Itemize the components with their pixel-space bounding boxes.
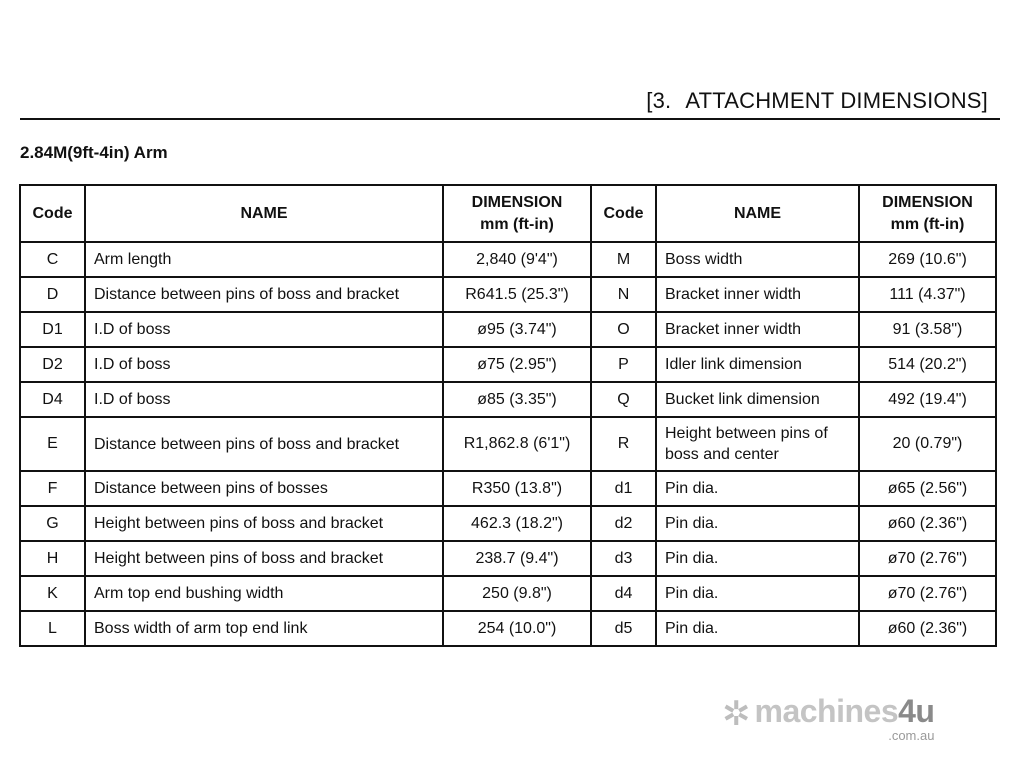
header-name-right: NAME xyxy=(656,185,859,242)
right-dimension-cell: 269 (10.6") xyxy=(859,242,996,277)
header-dimension-right xyxy=(859,185,996,242)
table-row xyxy=(20,417,996,471)
snowflake-star-icon: ✲ xyxy=(722,695,751,733)
left-name-cell: I.D of boss xyxy=(85,312,443,347)
watermark-words xyxy=(755,694,935,744)
header-dimension-unit: mm (ft-in) xyxy=(890,215,965,233)
machines4u-watermark xyxy=(722,694,934,750)
header-code-right: Code xyxy=(591,185,656,242)
left-dimension-cell: ø85 (3.35") xyxy=(443,382,591,417)
dimensions-table xyxy=(19,184,997,647)
right-name-cell: Pin dia. xyxy=(656,541,859,576)
left-dimension-cell: 2,840 (9'4") xyxy=(443,242,591,277)
watermark-brand xyxy=(755,694,935,728)
right-name-cell: Pin dia. xyxy=(656,576,859,611)
left-code-cell: D xyxy=(20,277,85,312)
left-dimension-cell: R350 (13.8") xyxy=(443,471,591,506)
header-dimension-left xyxy=(443,185,591,242)
left-dimension-cell: 462.3 (18.2") xyxy=(443,506,591,541)
section-title xyxy=(646,88,988,114)
table-body xyxy=(20,242,996,646)
table-row xyxy=(20,347,996,382)
right-name-cell: Pin dia. xyxy=(656,611,859,646)
right-code-cell: N xyxy=(591,277,656,312)
right-name-cell: Height between pins of boss and center xyxy=(656,417,859,471)
left-dimension-cell: 254 (10.0") xyxy=(443,611,591,646)
header-code-left: Code xyxy=(20,185,85,242)
table-row xyxy=(20,576,996,611)
header-dimension-unit: mm (ft-in) xyxy=(480,215,554,233)
left-dimension-cell: 238.7 (9.4") xyxy=(443,541,591,576)
left-code-cell: F xyxy=(20,471,85,506)
left-code-cell: D4 xyxy=(20,382,85,417)
left-name-cell: Distance between pins of boss and bracket xyxy=(85,417,443,471)
right-name-cell: Bracket inner width xyxy=(656,277,859,312)
right-dimension-cell: ø70 (2.76") xyxy=(859,541,996,576)
right-name-cell: Idler link dimension xyxy=(656,347,859,382)
header-dimension-label: DIMENSION xyxy=(882,193,973,211)
right-code-cell: d2 xyxy=(591,506,656,541)
right-name-cell: Bucket link dimension xyxy=(656,382,859,417)
left-dimension-cell: R641.5 (25.3") xyxy=(443,277,591,312)
right-name-cell: Pin dia. xyxy=(656,506,859,541)
left-code-cell: D2 xyxy=(20,347,85,382)
right-code-cell: Q xyxy=(591,382,656,417)
right-dimension-cell: ø65 (2.56") xyxy=(859,471,996,506)
table-row xyxy=(20,506,996,541)
left-name-cell: Arm length xyxy=(85,242,443,277)
right-code-cell: d5 xyxy=(591,611,656,646)
table-row xyxy=(20,277,996,312)
left-dimension-cell: ø75 (2.95") xyxy=(443,347,591,382)
section-title-text: ATTACHMENT DIMENSIONS] xyxy=(685,88,988,113)
table-header-row xyxy=(20,185,996,242)
left-dimension-cell: ø95 (3.74") xyxy=(443,312,591,347)
right-code-cell: d3 xyxy=(591,541,656,576)
table-row xyxy=(20,611,996,646)
left-name-cell: I.D of boss xyxy=(85,347,443,382)
right-dimension-cell: ø60 (2.36") xyxy=(859,611,996,646)
right-dimension-cell: 91 (3.58") xyxy=(859,312,996,347)
left-dimension-cell: 250 (9.8") xyxy=(443,576,591,611)
left-code-cell: H xyxy=(20,541,85,576)
left-name-cell: Height between pins of boss and bracket xyxy=(85,541,443,576)
right-name-cell: Pin dia. xyxy=(656,471,859,506)
left-name-cell: Distance between pins of bosses xyxy=(85,471,443,506)
right-code-cell: P xyxy=(591,347,656,382)
right-dimension-cell: ø60 (2.36") xyxy=(859,506,996,541)
table-row xyxy=(20,541,996,576)
table-row xyxy=(20,242,996,277)
header-name-left: NAME xyxy=(85,185,443,242)
right-code-cell: R xyxy=(591,417,656,471)
left-code-cell: E xyxy=(20,417,85,471)
left-name-cell: I.D of boss xyxy=(85,382,443,417)
arm-subtitle: 2.84M(9ft-4in) Arm xyxy=(20,143,168,162)
right-code-cell: O xyxy=(591,312,656,347)
right-code-cell: M xyxy=(591,242,656,277)
watermark-domain: .com.au xyxy=(888,728,935,743)
left-name-cell: Distance between pins of boss and bracket xyxy=(85,277,443,312)
table-row xyxy=(20,382,996,417)
left-code-cell: G xyxy=(20,506,85,541)
right-name-cell: Boss width xyxy=(656,242,859,277)
right-dimension-cell: 111 (4.37") xyxy=(859,277,996,312)
left-code-cell: C xyxy=(20,242,85,277)
section-header xyxy=(20,86,1000,120)
left-dimension-cell: R1,862.8 (6'1") xyxy=(443,417,591,471)
header-dimension-label: DIMENSION xyxy=(471,193,563,211)
left-name-cell: Boss width of arm top end link xyxy=(85,611,443,646)
table-row xyxy=(20,471,996,506)
right-dimension-cell: 492 (19.4") xyxy=(859,382,996,417)
right-name-cell: Bracket inner width xyxy=(656,312,859,347)
right-dimension-cell: 514 (20.2") xyxy=(859,347,996,382)
right-code-cell: d4 xyxy=(591,576,656,611)
watermark-brand-part2: 4u xyxy=(898,693,935,729)
left-name-cell: Arm top end bushing width xyxy=(85,576,443,611)
left-name-cell: Height between pins of boss and bracket xyxy=(85,506,443,541)
section-number: [3. xyxy=(646,88,672,113)
left-code-cell: L xyxy=(20,611,85,646)
right-dimension-cell: ø70 (2.76") xyxy=(859,576,996,611)
table-row xyxy=(20,312,996,347)
left-code-cell: K xyxy=(20,576,85,611)
right-code-cell: d1 xyxy=(591,471,656,506)
watermark-brand-part1: machines xyxy=(754,693,899,729)
left-code-cell: D1 xyxy=(20,312,85,347)
right-dimension-cell: 20 (0.79") xyxy=(859,417,996,471)
